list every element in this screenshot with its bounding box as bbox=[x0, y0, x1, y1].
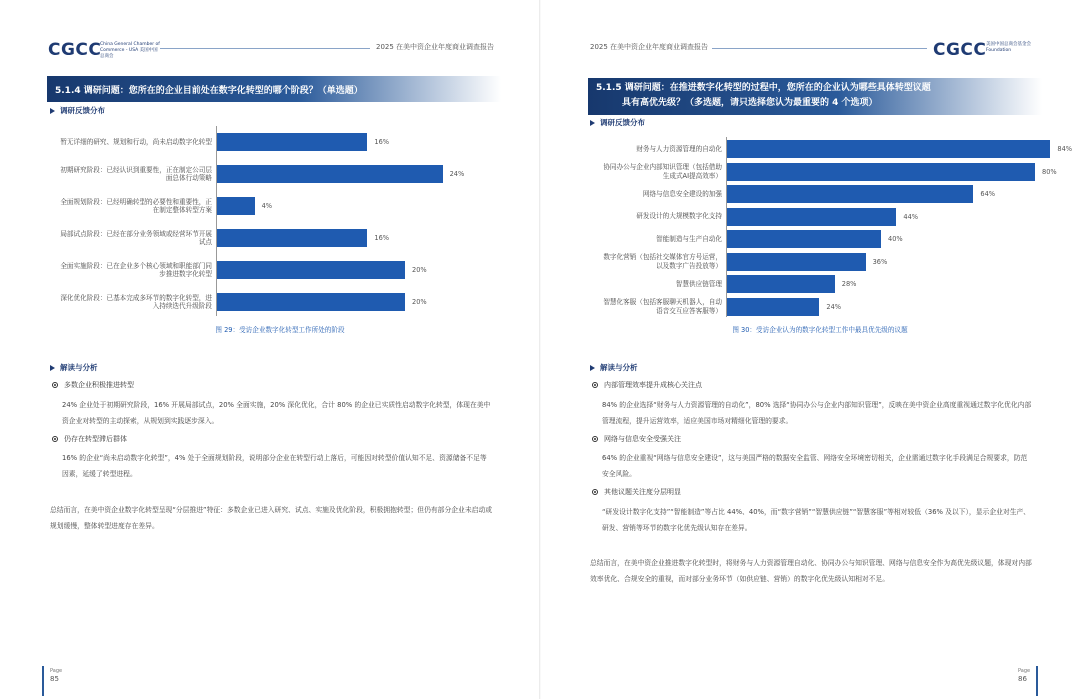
category-label: 全面规划阶段：已经明确转型的必要性和重要性，正在制定整体转型方案 bbox=[60, 197, 212, 214]
bullet-icon bbox=[52, 382, 58, 388]
bullet-title: 网络与信息安全受强关注 bbox=[604, 435, 681, 443]
chart-axis bbox=[216, 126, 217, 316]
chart-row bbox=[600, 207, 1040, 227]
sub-title-text: 调研反馈分布 bbox=[60, 106, 105, 115]
bullet-icon bbox=[592, 489, 598, 495]
bar bbox=[727, 163, 1035, 181]
chart-row bbox=[60, 196, 500, 216]
footer-bar bbox=[42, 666, 44, 696]
triangle-icon bbox=[50, 365, 55, 371]
chart-row bbox=[60, 132, 500, 152]
chart-row bbox=[600, 297, 1040, 317]
chart-row bbox=[60, 260, 500, 280]
bar bbox=[727, 275, 835, 293]
logo-subtitle: 美国中国总商会基金会 Foundation bbox=[986, 42, 1031, 53]
footer-label: Page bbox=[50, 668, 63, 674]
category-label: 智慧化客服（包括客服聊天机器人，自动语音交互应答客服等） bbox=[603, 298, 722, 315]
figure-caption: 图 29：受访企业数字化转型工作所处的阶段 bbox=[215, 326, 345, 334]
chart-row bbox=[60, 228, 500, 248]
bar bbox=[727, 140, 1050, 158]
summary-paragraph: 总结而言，在美中资企业推进数字化转型时，将财务与人力资源管理自动化、协同办公与知识管理、网络与信息安全作为高优先级议题，体现对内部效率优化、合规安全的重视，而对部分业务环节（如供应链、营销）的数字化优先级认知相对不足。 bbox=[590, 559, 1032, 583]
footer-label: Page bbox=[1018, 668, 1031, 674]
bullet-title: 多数企业积极推进转型 bbox=[64, 381, 134, 389]
bar bbox=[727, 253, 866, 271]
header-rule bbox=[712, 48, 927, 49]
category-label: 网络与信息安全建设的加强 bbox=[642, 189, 722, 198]
bullet-heading bbox=[592, 434, 681, 444]
category-label: 局部试点阶段：已经在部分业务领域或经营环节开展试点 bbox=[60, 229, 212, 246]
category-label: 协同办公与企业内部知识管理（包括借助生成式AI提高效率） bbox=[603, 163, 722, 180]
bar bbox=[727, 298, 819, 316]
question-title-bar bbox=[47, 76, 501, 102]
category-label: 全面实施阶段：已在企业多个核心领域和职能部门同步推进数字化转型 bbox=[60, 261, 212, 278]
bar bbox=[217, 229, 367, 247]
cgcc-logo bbox=[933, 40, 986, 60]
value-label: 24% bbox=[449, 170, 465, 178]
page-number: 86 bbox=[1018, 675, 1027, 683]
value-label: 36% bbox=[872, 257, 888, 266]
question-title-line2: 具有高优先级？（多选题，请只选择您认为最重要的 4 个选项） bbox=[622, 98, 878, 108]
logo-text: CGCC bbox=[933, 40, 987, 60]
triangle-icon bbox=[590, 120, 595, 126]
bullet-icon bbox=[52, 436, 58, 442]
value-label: 80% bbox=[1042, 167, 1057, 176]
stage-bar-chart bbox=[60, 126, 500, 316]
category-label: 数字化营销（包括社交媒体官方号运营，以及数字广告投放等） bbox=[603, 253, 722, 270]
value-label: 40% bbox=[888, 235, 903, 243]
triangle-icon bbox=[590, 365, 595, 371]
category-label: 研发设计的大规模数字化支持 bbox=[636, 212, 722, 221]
logo-subtitle: China General Chamber of Commerce - USA 美国中国总商会 bbox=[100, 42, 160, 59]
value-label: 28% bbox=[841, 280, 857, 288]
right-page bbox=[540, 0, 1080, 699]
question-title-line1: 5.1.5 调研问题：在推进数字化转型的过程中，您所在的企业认为哪些具体转型议题 bbox=[596, 83, 931, 93]
value-label: 16% bbox=[374, 234, 390, 242]
bar bbox=[727, 208, 896, 226]
header-title: 2025 在美中资企业年度商业调查报告 bbox=[590, 43, 709, 51]
chart-row bbox=[60, 292, 500, 312]
logo-text: CGCC bbox=[48, 40, 102, 60]
category-label: 智能制造与生产自动化 bbox=[656, 234, 722, 243]
bullet-title: 内部管理效率提升成核心关注点 bbox=[604, 381, 702, 389]
category-label: 初期研究阶段：已经认识到重要性，正在制定公司层面总体行动策略 bbox=[60, 165, 212, 182]
chart-row bbox=[600, 184, 1040, 204]
bullet-paragraph: 16% 的企业“尚未启动数字化转型”，4% 处于全面规划阶段，说明部分企业在转型行动上落后，可能因对转型价值认知不足、资源储备不足等因素，延缓了转型进程。 bbox=[62, 454, 487, 478]
bullet-title: 其他议题关注度分层明显 bbox=[604, 488, 681, 496]
bullet-heading bbox=[52, 434, 127, 444]
bullet-icon bbox=[592, 382, 598, 388]
value-label: 20% bbox=[412, 266, 427, 274]
analysis-heading bbox=[590, 362, 638, 373]
value-label: 44% bbox=[903, 212, 919, 221]
bullet-paragraph: 64% 的企业重视“网络与信息安全建设”，这与美国严格的数据安全监管、网络安全环境密切相关，企业需通过数字化手段满足合规要求，防范安全风险。 bbox=[602, 454, 1028, 478]
bar bbox=[217, 197, 255, 215]
value-label: 20% bbox=[412, 298, 427, 306]
chart-row bbox=[600, 229, 1040, 249]
bar bbox=[217, 261, 405, 279]
header-rule bbox=[160, 48, 370, 49]
analysis-heading bbox=[50, 362, 98, 373]
bar bbox=[217, 293, 405, 311]
value-label: 64% bbox=[980, 190, 996, 198]
sub-title bbox=[590, 117, 645, 128]
category-label: 财务与人力资源管理的自动化 bbox=[636, 144, 722, 153]
bullet-paragraph: 24% 企业处于初期研究阶段，16% 开展局部试点，20% 全面实施，20% 深化优化，合计 80% 的企业已实质性启动数字化转型，体现在美中资企业对转型的主动探索，从规划到实践逐步深入。 bbox=[62, 401, 491, 425]
category-label: 深化优化阶段：已基本完成多环节的数字化转型，进入持续迭代升级阶段 bbox=[60, 293, 212, 310]
bullet-paragraph: “研发设计数字化支持”“智能制造”等占比 44%、40%，而“数字营销”“智慧供应链”“智慧客服”等相对较低（36% 及以下），显示企业对生产、研发、营销等环节的数字化优先级认知存在差异。 bbox=[602, 508, 1031, 532]
category-label: 智慧供应链管理 bbox=[675, 279, 722, 288]
bar bbox=[217, 133, 367, 151]
bullet-heading bbox=[52, 380, 134, 390]
value-label: 84% bbox=[1057, 145, 1073, 153]
sub-title-text: 调研反馈分布 bbox=[600, 118, 645, 127]
footer-bar bbox=[1036, 666, 1038, 696]
category-label: 暂无详细的研究、规划和行动，尚未启动数字化转型 bbox=[60, 137, 212, 146]
page-number: 85 bbox=[50, 675, 59, 683]
chart-row bbox=[600, 274, 1040, 294]
summary-paragraph: 总结而言，在美中资企业数字化转型呈现“分层推进”特征：多数企业已进入研究、试点、实施及优化阶段，积极拥抱转型；但仍有部分企业未启动或规划缓慢，整体转型进度存在差异。 bbox=[50, 506, 493, 530]
value-label: 4% bbox=[261, 202, 273, 210]
bar bbox=[217, 165, 443, 183]
chart-row bbox=[60, 164, 500, 184]
bar bbox=[727, 185, 973, 203]
bullet-heading bbox=[592, 380, 702, 390]
bullet-paragraph: 84% 的企业选择“财务与人力资源管理的自动化”，80% 选择“协同办公与企业内部知识管理”，反映在美中资企业高度重视通过数字化优化内部管理流程，提升运营效率，适应美国市场对精细化管理的要求。 bbox=[602, 401, 1032, 425]
chart-row bbox=[600, 252, 1040, 272]
chart-row bbox=[600, 139, 1073, 159]
header-title: 2025 在美中资企业年度商业调查报告 bbox=[376, 43, 495, 51]
chart-row bbox=[600, 162, 1057, 182]
priority-bar-chart bbox=[600, 137, 1073, 317]
triangle-icon bbox=[50, 108, 55, 114]
bullet-icon bbox=[592, 436, 598, 442]
bar bbox=[727, 230, 881, 248]
analysis-title: 解读与分析 bbox=[60, 363, 98, 372]
bullet-title: 仍存在转型滞后群体 bbox=[64, 435, 127, 443]
value-label: 24% bbox=[826, 302, 842, 311]
question-title: 5.1.4 调研问题：您所在的企业目前处在数字化转型的哪个阶段？（单选题） bbox=[55, 85, 363, 96]
analysis-title: 解读与分析 bbox=[600, 363, 638, 372]
cgcc-logo bbox=[48, 40, 101, 60]
sub-title bbox=[50, 105, 105, 116]
question-title-bar bbox=[588, 78, 1042, 115]
bullet-heading bbox=[592, 487, 681, 497]
value-label: 16% bbox=[374, 138, 390, 146]
figure-caption: 图 30：受访企业认为的数字化转型工作中最具优先级的议题 bbox=[732, 326, 908, 334]
